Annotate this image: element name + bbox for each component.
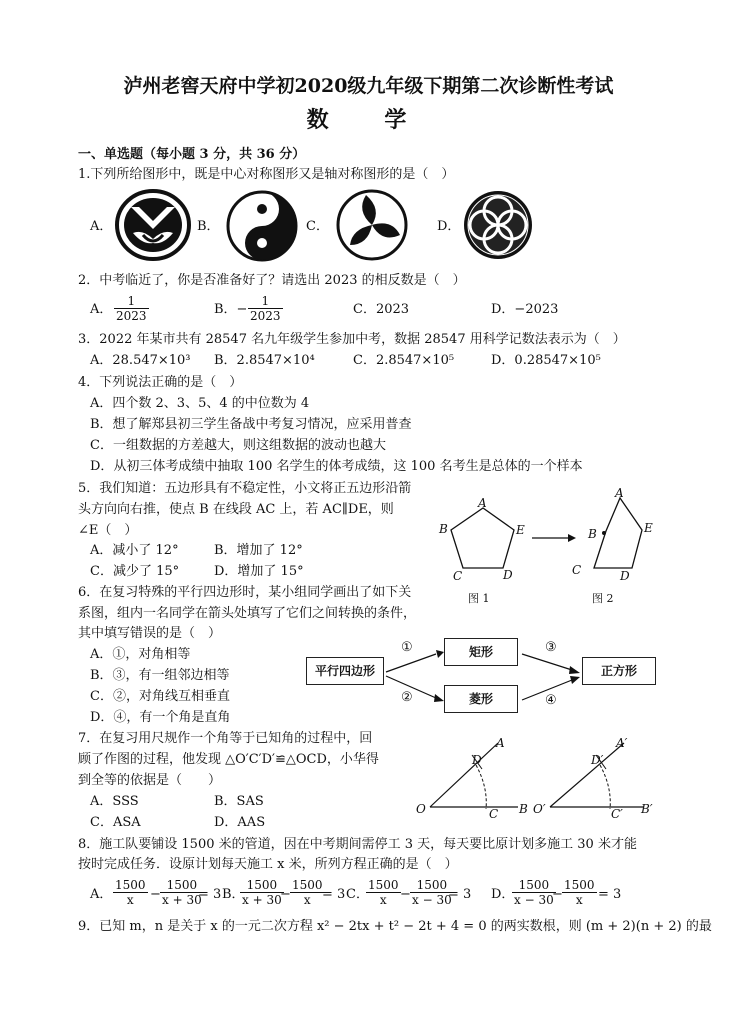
q1-label-d: D． xyxy=(437,219,461,234)
q1-label-b: B． xyxy=(197,219,220,234)
q1-figure-b-yinyang xyxy=(226,190,298,262)
q7-option-b: B．SAS xyxy=(214,794,264,809)
q5-option-a: A．减小了 12° xyxy=(90,543,179,558)
q5-fig2-label-c: C xyxy=(572,563,582,577)
q6-box-parallelogram: 平行四边形 xyxy=(306,657,384,685)
q7-label-a-prime: A′ xyxy=(616,736,628,750)
q7-line3: 到全等的依据是（ ） xyxy=(78,773,222,788)
q9-line1: 9．已知 m，n 是关于 x 的一元二次方程 x² − 2tx + t² − 2t + 4 = 0 的两实数根，则 (m + 2)(n + 2) 的最 xyxy=(78,919,712,934)
q7-label-b: B xyxy=(519,802,528,816)
q2-option-d: D．−2023 xyxy=(491,302,559,317)
q5-option-d: D．增加了 15° xyxy=(214,564,304,579)
q6-option-a: A．①，对角相等 xyxy=(90,647,191,662)
q7-option-a: A．SSS xyxy=(90,794,139,809)
q4-option-c: C．一组数据的方差越大，则这组数据的波动也越大 xyxy=(90,438,386,453)
q6-option-d: D．④，有一个角是直角 xyxy=(90,710,231,725)
q4-option-b: B．想了解郑县初三学生备战中考复习情况，应采用普查 xyxy=(90,417,412,432)
q6-line2: 系图，组内一名同学在箭头处填写了它们之间转换的条件， xyxy=(78,606,417,621)
q2-option-a: A． xyxy=(90,302,113,317)
q8-c-rhs: = 3 xyxy=(448,887,472,902)
q5-fig2-label-b: B xyxy=(588,527,597,541)
q8-line1: 8．施工队要铺设 1500 米的管道，因在中考期间需停工 3 天，每天要比原计划多施工 30 米才能 xyxy=(78,837,637,852)
q5-fig2-label-e: E xyxy=(644,521,653,535)
q8-c-minus: − xyxy=(400,887,411,902)
q4-stem: 4．下列说法正确的是（ ） xyxy=(78,375,243,390)
q2-stem: 2．中考临近了，你是否准备好了？请选出 2023 的相反数是（ ） xyxy=(78,273,466,288)
q6-condition-2: ② xyxy=(401,690,413,705)
q5-fig1-label-c: C xyxy=(453,569,463,583)
q3-option-a: A．28.547×10³ xyxy=(90,353,191,368)
q5-line3: ∠E（ ） xyxy=(78,523,138,538)
q2-option-b: B．− xyxy=(214,302,248,317)
q7-label-o: O xyxy=(416,802,426,816)
q8-b-minus: − xyxy=(280,887,291,902)
q3-option-c: C．2.8547×10⁵ xyxy=(353,353,455,368)
q3-option-b: B．2.8547×10⁴ xyxy=(214,353,315,368)
q7-line2: 顾了作图的过程，他发现 △O′C′D′≌△OCD，小华得 xyxy=(78,752,379,767)
q5-option-b: B．增加了 12° xyxy=(214,543,303,558)
q5-fig2-caption: 图 2 xyxy=(592,592,614,605)
q8-a-minus: − xyxy=(150,887,161,902)
q8-option-b: B． xyxy=(222,887,245,902)
section-heading: 一、单选题（每小题 3 分，共 36 分） xyxy=(78,147,306,162)
q6-box-rhombus: 菱形 xyxy=(444,685,518,713)
q8-b-rhs: = 3 xyxy=(322,887,346,902)
q8-b-frac2: $\frac{1500}{x}$ xyxy=(292,878,323,907)
subject-title: 数 学 xyxy=(306,107,431,133)
exam-title: 泸州老窖天府中学初2020级九年级下期第二次诊断性考试 xyxy=(123,75,614,97)
q5-fig1-caption: 图 1 xyxy=(468,592,490,605)
q2-option-c: C．2023 xyxy=(353,302,410,317)
q6-condition-1: ① xyxy=(401,640,413,655)
q4-option-d: D．从初三体考成绩中抽取 100 名学生的体考成绩，这 100 名考生是总体的一个样本 xyxy=(90,459,583,474)
q8-a-frac2: $\frac{1500}{x + 30}$ xyxy=(162,878,202,907)
q6-option-c: C．②，对角线互相垂直 xyxy=(90,689,230,704)
q5-fig1-label-e: E xyxy=(516,523,525,537)
q8-a-rhs: = 3 xyxy=(198,887,222,902)
q8-d-frac2: $\frac{1500}{x}$ xyxy=(564,878,595,907)
q5-fig2-label-d: D xyxy=(620,569,630,583)
q7-label-a: A xyxy=(496,736,505,750)
q7-label-c: C xyxy=(489,807,499,821)
q7-line1: 7．在复习用尺规作一个角等于已知角的过程中，回 xyxy=(78,731,373,746)
q6-line3: 其中填写错误的是（ ） xyxy=(78,626,222,641)
q8-c-frac1: $\frac{1500}{x}$ xyxy=(368,878,399,907)
q5-figure-pentagons xyxy=(440,490,670,605)
q3-stem: 3．2022 年某市共有 28547 名九年级学生参加中考，数据 28547 用科学记数法表示为（ ） xyxy=(78,332,626,347)
q2-a-fraction: $\frac{1}{2023}$ xyxy=(116,294,147,323)
q5-option-c: C．减少了 15° xyxy=(90,564,180,579)
q2-b-fraction: $\frac{1}{2023}$ xyxy=(250,294,281,323)
q1-stem: 1.下列所给图形中，既是中心对称图形又是轴对称图形的是（ ） xyxy=(78,167,455,182)
q7-label-o-prime: O′ xyxy=(533,802,546,816)
q8-a-frac1: $\frac{1500}{x}$ xyxy=(115,878,146,907)
q5-fig2-label-a: A xyxy=(615,486,624,500)
q6-option-b: B．③，有一组邻边相等 xyxy=(90,668,230,683)
q5-fig1-label-a: A xyxy=(478,496,487,510)
q7-label-c-prime: C′ xyxy=(611,807,623,821)
q1-figure-a-logo xyxy=(115,189,191,261)
q5-fig1-label-b: B xyxy=(439,522,448,536)
q5-line1: 5．我们知道：五边形具有不稳定性，小文将正五边形沿箭 xyxy=(78,481,412,496)
q8-b-frac1: $\frac{1500}{x + 30}$ xyxy=(242,878,282,907)
q8-c-frac2: $\frac{1500}{x - 30}$ xyxy=(412,878,452,907)
q7-label-d: D xyxy=(472,753,482,767)
q4-option-a: A．四个数 2、3、5、4 的中位数为 4 xyxy=(90,396,310,411)
q5-fig1-label-d: D xyxy=(503,568,513,582)
q8-d-minus: − xyxy=(552,887,563,902)
q7-option-c: C．ASA xyxy=(90,815,141,830)
q8-line2: 按时完成任务．设原计划每天施工 x 米，所列方程正确的是（ ） xyxy=(78,857,458,872)
q8-option-a: A． xyxy=(90,887,113,902)
q7-option-d: D．AAS xyxy=(214,815,266,830)
q6-condition-3: ③ xyxy=(545,640,557,655)
q8-option-c: C． xyxy=(346,887,369,902)
q8-d-rhs: = 3 xyxy=(598,887,622,902)
q6-box-square: 正方形 xyxy=(582,657,656,685)
q8-d-frac1: $\frac{1500}{x - 30}$ xyxy=(514,878,554,907)
q6-line1: 6．在复习特殊的平行四边形时，某小组同学画出了如下关 xyxy=(78,585,412,600)
q7-label-b-prime: B′ xyxy=(641,802,653,816)
q1-label-c: C． xyxy=(306,219,329,234)
q6-condition-4: ④ xyxy=(545,693,557,708)
q1-figure-c-propeller xyxy=(336,189,408,261)
q3-option-d: D．0.28547×10⁵ xyxy=(491,353,601,368)
q5-line2: 头方向向右推，使点 B 在线段 AC 上，若 AC∥DE，则 xyxy=(78,502,394,517)
q7-label-d-prime: D′ xyxy=(591,753,604,767)
q1-label-a: A． xyxy=(90,219,113,234)
q8-option-d: D． xyxy=(491,887,515,902)
q1-figure-d-petals xyxy=(462,189,534,261)
q6-box-rectangle: 矩形 xyxy=(444,638,518,666)
